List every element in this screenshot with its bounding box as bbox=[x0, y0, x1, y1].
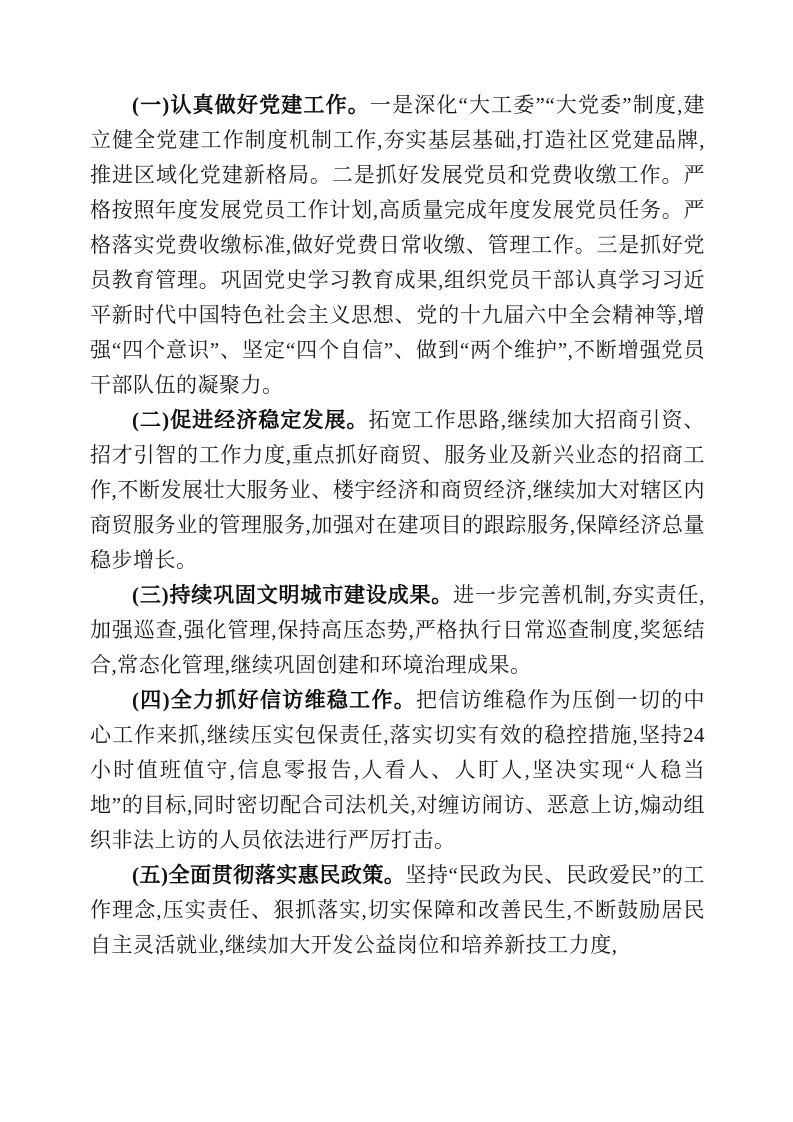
paragraph-body: 进一步完善机制,夯实责任,加强巡查,强化管理,保持高压态势,严格执行日常巡查制度,奖惩结合,常态化管理,继续巩固创建和环境治理成果。 bbox=[90, 583, 705, 677]
paragraph bbox=[90, 858, 705, 963]
paragraph bbox=[90, 683, 705, 858]
document-content bbox=[90, 88, 705, 963]
paragraph-body: 拓宽工作思路,继续加大招商引资、招才引智的工作力度,重点抓好商贸、服务业及新兴业态的招商工作,不断发展壮大服务业、楼宇经济和商贸经济,继续加大对辖区内商贸服务业的管理服务,加强对在建项目的跟踪服务,保障经济总量稳步增长。 bbox=[90, 408, 705, 572]
paragraph-heading: (二)促进经济稳定发展。 bbox=[132, 408, 369, 432]
paragraph bbox=[90, 578, 705, 683]
paragraph-body: 把信访维稳作为压倒一切的中心工作来抓,继续压实包保责任,落实切实有效的稳控措施,坚持24小时值班值守,信息零报告,人看人、人盯人,坚决实现“人稳当地”的目标,同时密切配合司法机关,对缠访闹访、恶意上访,煽动组织非法上访的人员依法进行严厉打击。 bbox=[90, 688, 705, 852]
paragraph-heading: (一)认真做好党建工作。 bbox=[132, 93, 370, 117]
paragraph-heading: (四)全力抓好信访维稳工作。 bbox=[132, 688, 417, 712]
paragraph bbox=[90, 403, 705, 578]
paragraph-heading: (三)持续巩固文明城市建设成果。 bbox=[132, 583, 454, 607]
paragraph bbox=[90, 88, 705, 403]
paragraph-body: 坚持“民政为民、民政爱民”的工作理念,压实责任、狠抓落实,切实保障和改善民生,不断鼓励居民自主灵活就业,继续加大开发公益岗位和培养新技工力度, bbox=[90, 863, 705, 957]
paragraph-heading: (五)全面贯彻落实惠民政策。 bbox=[132, 863, 406, 887]
paragraph-body: 一是深化“大工委”“大党委”制度,建立健全党建工作制度机制工作,夯实基层基础,打造社区党建品牌,推进区域化党建新格局。二是抓好发展党员和党费收缴工作。严格按照年度发展党员工作计划,高质量完成年度发展党员任务。严格落实党费收缴标准,做好党费日常收缴、管理工作。三是抓好党员教育管理。巩固党史学习教育成果,组织党员干部认真学习习近平新时代中国特色社会主义思想、党的十九届六中全会精神等,增强“四个意识”、坚定“四个自信”、做到“两个维护”,不断增强党员干部队伍的凝聚力。 bbox=[90, 93, 705, 397]
